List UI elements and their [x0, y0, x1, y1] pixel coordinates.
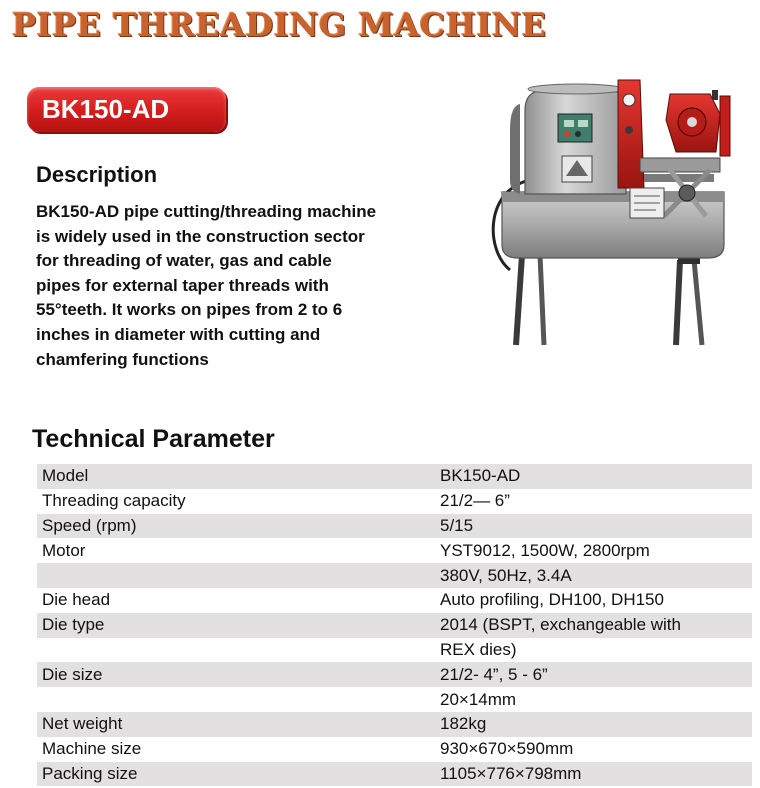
row-label: Motor — [42, 540, 86, 560]
table-row — [37, 514, 752, 539]
table-row — [37, 489, 752, 514]
table-row — [37, 538, 752, 563]
description-line: chamfering functions — [36, 349, 209, 369]
table-row — [37, 687, 752, 712]
table-row — [37, 588, 752, 613]
row-value: YST9012, 1500W, 2800rpm — [440, 540, 650, 560]
row-value: REX dies) — [440, 639, 517, 659]
description-line: pipes for external taper threads with — [36, 275, 329, 295]
table-row — [37, 563, 752, 588]
row-value: 380V, 50Hz, 3.4A — [440, 565, 572, 585]
row-value: 21/2— 6” — [440, 491, 510, 511]
model-badge: BK150-AD — [27, 87, 226, 132]
row-label: Machine size — [42, 739, 142, 759]
table-row — [37, 613, 752, 638]
row-label: Die type — [42, 615, 105, 635]
table-row — [37, 662, 752, 687]
row-value: 2014 (BSPT, exchangeable with — [440, 615, 681, 635]
row-label: Die size — [42, 664, 103, 684]
row-label: Net weight — [42, 714, 123, 734]
description-line: inches in diameter with cutting and — [36, 324, 321, 344]
row-label: Model — [42, 466, 89, 486]
row-value: 182kg — [440, 714, 487, 734]
row-value: BK150-AD — [440, 466, 521, 486]
table-row — [37, 638, 752, 663]
description-line: for threading of water, gas and cable — [36, 251, 332, 271]
technical-parameter-table — [37, 464, 752, 786]
row-label: Threading capacity — [42, 491, 186, 511]
pipe-threading-machine-image — [480, 70, 750, 350]
description-line: 55°teeth. It works on pipes from 2 to 6 — [36, 300, 343, 320]
row-value: 21/2- 4”, 5 - 6” — [440, 664, 548, 684]
table-row — [37, 464, 752, 489]
row-value: 20×14mm — [440, 689, 517, 709]
page-title: PIPE THREADING MACHINE — [12, 6, 547, 44]
description-text — [36, 200, 446, 372]
row-label: Speed (rpm) — [42, 515, 137, 535]
row-value: 5/15 — [440, 515, 474, 535]
row-label: Die head — [42, 590, 111, 610]
table-row — [37, 762, 752, 787]
table-row — [37, 737, 752, 762]
row-value: 930×670×590mm — [440, 739, 574, 759]
row-value: Auto profiling, DH100, DH150 — [440, 590, 664, 610]
row-value: 1105×776×798mm — [440, 763, 582, 783]
description-line: BK150-AD pipe cutting/threading machine — [36, 202, 377, 221]
technical-parameter-heading: Technical Parameter — [32, 425, 275, 453]
description-line: is widely used in the construction sector — [36, 226, 365, 246]
description-heading: Description — [36, 162, 158, 187]
table-row — [37, 712, 752, 737]
row-label: Packing size — [42, 763, 138, 783]
